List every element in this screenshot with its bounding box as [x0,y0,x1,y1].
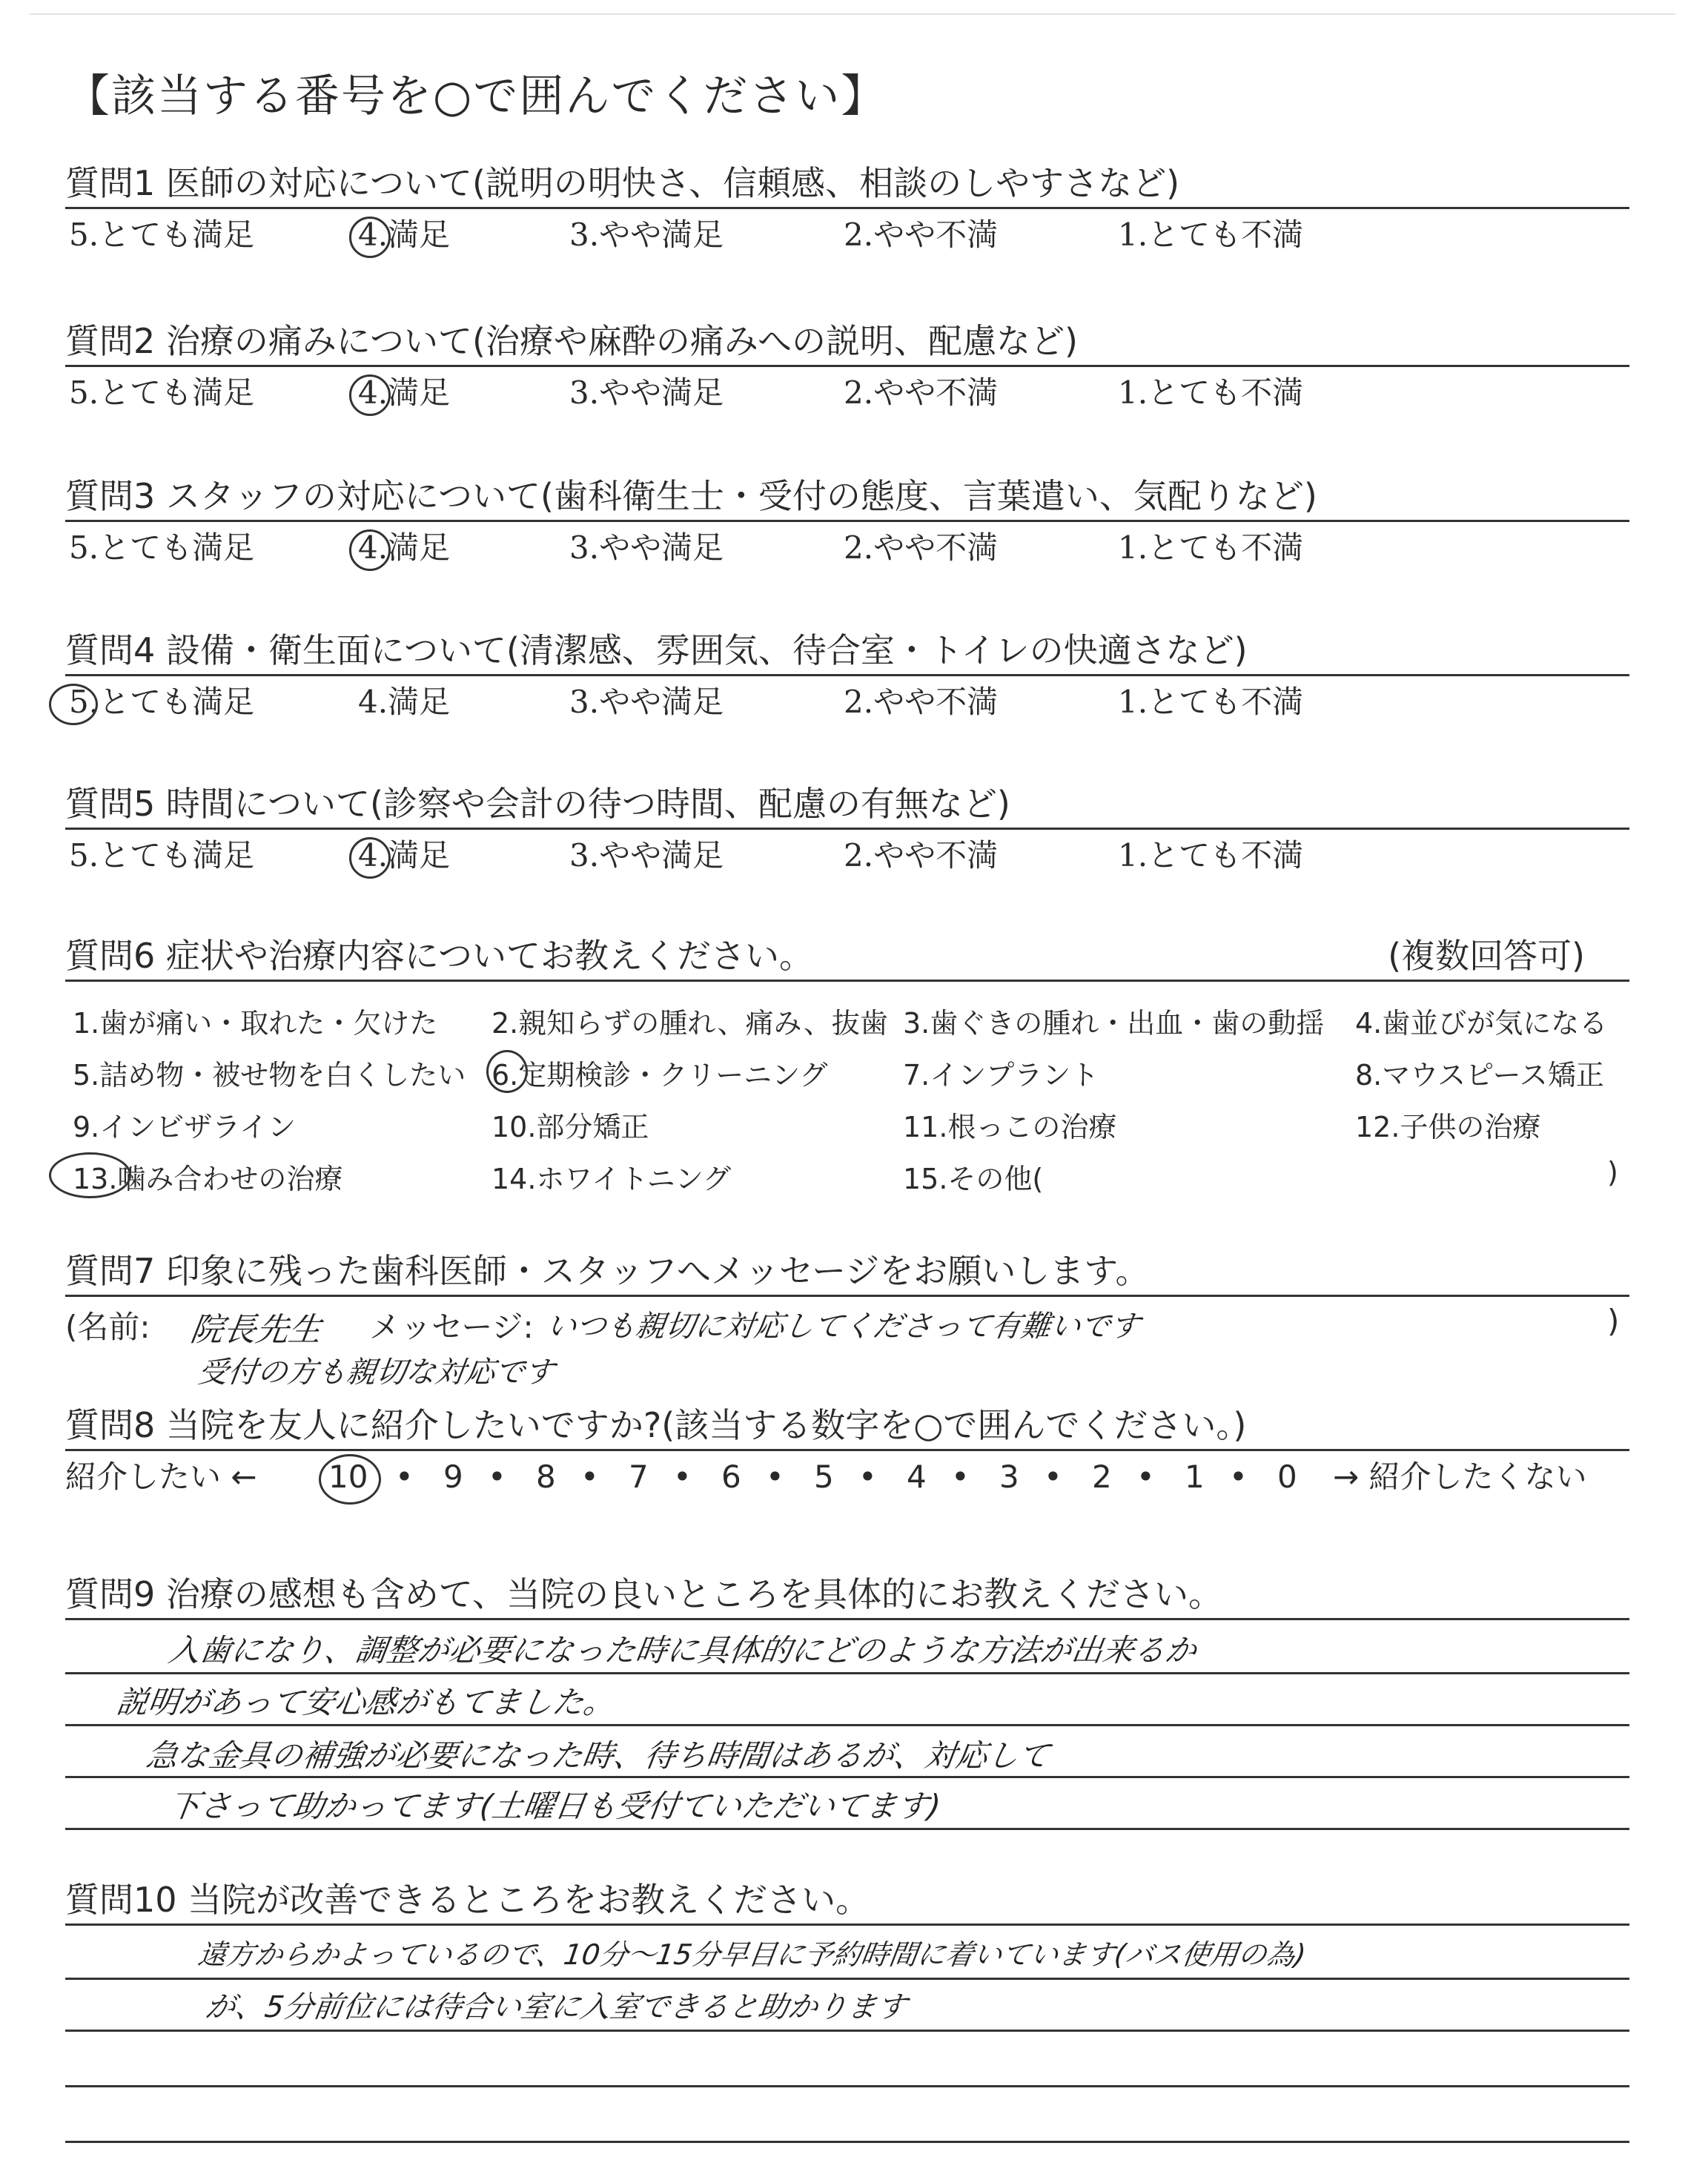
selection-circle-10 [319,1454,381,1505]
option-3[interactable]: 3.やや満足 [569,217,724,253]
option-2[interactable]: 2.やや不満 [844,684,999,720]
scale-number[interactable]: 6 [721,1459,741,1495]
scale-number[interactable]: 4 [907,1459,927,1495]
scale-number[interactable]: 9 [443,1459,463,1495]
option-3[interactable]: 3.やや満足 [569,529,724,566]
option-1[interactable]: 1.とても不満 [1118,684,1304,720]
question-3-title: 質問3 スタッフの対応について(歯科衛生士・受付の態度、言葉遣い、気配りなど) [65,476,1317,516]
symptom-option[interactable]: 12.子供の治療 [1355,1111,1541,1143]
scale-dot: • [766,1459,784,1495]
question-9 [65,1571,1629,1843]
answer-rule [65,1776,1629,1778]
question-2-title: 質問2 治療の痛みについて(治療や麻酔の痛みへの説明、配慮など) [65,321,1078,361]
symptom-option[interactable]: 9.インビザライン [73,1111,297,1143]
scale-dot: • [858,1459,877,1495]
message-label: メッセージ: [369,1309,534,1345]
option-4[interactable]: 4.満足 [358,374,451,411]
symptom-option[interactable]: 15.その他( [903,1163,1044,1195]
option-3[interactable]: 3.やや満足 [569,837,724,874]
symptom-option[interactable]: 3.歯ぐきの腫れ・出血・歯の動揺 [903,1007,1325,1040]
handwriting-line: 下さって助かってます(土曜日も受付ていただいてます) [166,1788,943,1824]
message-handwriting-line-1: いつも親切に対応してくださって有難いです [544,1310,1142,1344]
page-title: 【該当する番号を○で囲んでください】 [65,70,887,122]
answer-rule [65,2085,1629,2087]
option-2[interactable]: 2.やや不満 [844,529,999,566]
symptom-option[interactable]: 5.詰め物・被せ物を白くしたい [73,1059,466,1092]
name-handwriting: 院長先生 [188,1311,324,1349]
scale-number[interactable]: 7 [629,1459,649,1495]
option-5[interactable]: 5.とても満足 [69,837,255,874]
question-1-title: 質問1 医師の対応について(説明の明快さ、信頼感、相談のしやすさなど) [65,163,1180,203]
selection-circle-13 [49,1152,131,1198]
option-5[interactable]: 5.とても満足 [69,684,255,720]
option-1[interactable]: 1.とても不満 [1118,529,1304,566]
option-3[interactable]: 3.やや満足 [569,374,724,411]
selection-circle-6 [486,1050,528,1093]
selection-circle [349,217,391,258]
question-9-title: 質問9 治療の感想も含めて、当院の良いところを具体的にお教えください。 [65,1574,1222,1614]
symptom-option[interactable]: 8.マウスピース矯正 [1355,1059,1604,1092]
symptom-option[interactable]: 13.噛み合わせの治療 [73,1163,343,1195]
option-4[interactable]: 4.満足 [358,684,451,720]
scale-dot: • [673,1459,692,1495]
answer-rule [65,1672,1629,1674]
question-2-options [65,367,1629,419]
question-5-title: 質問5 時間について(診察や会計の待つ時間、配慮の有無など) [65,784,1010,824]
question-7 [65,1247,1629,1390]
option-2[interactable]: 2.やや不満 [844,837,999,874]
question-5-options [65,830,1629,882]
question-4 [65,627,1629,728]
option-3[interactable]: 3.やや満足 [569,684,724,720]
answer-rule [65,1828,1629,1830]
question-5 [65,780,1629,882]
option-5[interactable]: 5.とても満足 [69,217,255,253]
question-6-options [65,982,1629,1197]
scale-dot: • [1229,1459,1248,1495]
question-10-answer [65,1926,1629,2163]
question-7-title: 質問7 印象に残った歯科医師・スタッフへメッセージをお願いします。 [65,1251,1150,1291]
answer-rule [65,2030,1629,2032]
option-2[interactable]: 2.やや不満 [844,217,999,253]
option-1[interactable]: 1.とても不満 [1118,217,1304,253]
scale-dot: • [951,1459,970,1495]
handwriting-line: 説明があって安心感がもてました。 [114,1684,618,1720]
other-close-paren: ) [1607,1156,1618,1189]
handwriting-line: 入歯になり、調整が必要になった時に具体的にどのような方法が出来るか [166,1632,1199,1668]
message-close-paren: ) [1607,1303,1620,1339]
scale-number[interactable]: 1 [1185,1459,1205,1495]
scale-dot: • [1044,1459,1062,1495]
question-9-answer [65,1620,1629,1843]
name-label: (名前: [65,1309,150,1345]
option-4[interactable]: 4.満足 [358,217,451,253]
answer-rule [65,1724,1629,1726]
message-handwriting-line-2: 受付の方も親切な対応です [196,1355,557,1390]
symptom-option[interactable]: 1.歯が痛い・取れた・欠けた [73,1007,438,1040]
option-1[interactable]: 1.とても不満 [1118,837,1304,874]
handwriting-line: が、5分前位には待合い室に入室できると助かります [203,1990,910,2024]
selection-circle [349,529,391,571]
question-3-options [65,522,1629,574]
selection-circle [349,374,391,416]
scale-number[interactable]: 2 [1092,1459,1112,1495]
option-5[interactable]: 5.とても満足 [69,374,255,411]
scale-dot: • [580,1459,599,1495]
question-8 [65,1401,1629,1503]
question-10 [65,1876,1629,2163]
question-7-answer [65,1297,1629,1390]
scale-number[interactable]: 10 [328,1459,368,1495]
handwriting-line: 急な金具の補強が必要になった時、待ち時間はあるが、対応して [144,1737,1053,1774]
question-10-title: 質問10 当院が改善できるところをお教えください。 [65,1880,870,1920]
question-6-title [65,932,1629,980]
scale-number[interactable]: 0 [1277,1459,1297,1495]
symptom-option[interactable]: 10.部分矯正 [491,1111,649,1143]
option-1[interactable]: 1.とても不満 [1118,374,1304,411]
question-2 [65,317,1629,419]
recommend-scale [65,1451,1629,1503]
scale-right-label: → 紹介したくない [1333,1459,1587,1495]
option-4[interactable]: 4.満足 [358,529,451,566]
question-4-options [65,676,1629,728]
handwriting-line: 遠方からかよっているので、10分〜15分早目に予約時間に着いています(バス使用の為) [196,1938,1308,1971]
selection-circle [349,837,391,879]
scale-number[interactable]: 8 [536,1459,556,1495]
scale-dot: • [1136,1459,1155,1495]
scale-dot: • [488,1459,506,1495]
question-3 [65,472,1629,574]
question-6 [65,932,1629,1197]
multiple-answer-note: (複数回答可) [1388,936,1585,976]
scale-left-label: 紹介したい ← [65,1459,257,1495]
question-8-title: 質問8 当院を友人に紹介したいですか?(該当する数字を○で囲んでください。) [65,1405,1247,1445]
answer-rule [65,1978,1629,1980]
symptom-option[interactable]: 4.歯並びが気になる [1355,1007,1608,1040]
scale-number[interactable]: 3 [999,1459,1019,1495]
symptom-option[interactable]: 7.インプラント [903,1059,1099,1092]
answer-rule [65,2141,1629,2143]
top-border [30,13,1675,15]
question-4-title: 質問4 設備・衛生面について(清潔感、雰囲気、待合室・トイレの快適さなど) [65,630,1248,670]
symptom-option[interactable]: 14.ホワイトニング [491,1163,732,1195]
option-4[interactable]: 4.満足 [358,837,451,874]
scale-number[interactable]: 5 [814,1459,834,1495]
question-1 [65,159,1629,261]
scale-dot: • [395,1459,414,1495]
question-6-title-text: 質問6 症状や治療内容についてお教えください。 [65,936,813,976]
option-2[interactable]: 2.やや不満 [844,374,999,411]
symptom-option[interactable]: 2.親知らずの腫れ、痛み、抜歯 [491,1007,888,1040]
symptom-option[interactable]: 6.定期検診・クリーニング [491,1059,828,1092]
question-1-options [65,209,1629,261]
symptom-option[interactable]: 11.根っこの治療 [903,1111,1117,1143]
selection-circle [49,684,98,725]
option-5[interactable]: 5.とても満足 [69,529,255,566]
